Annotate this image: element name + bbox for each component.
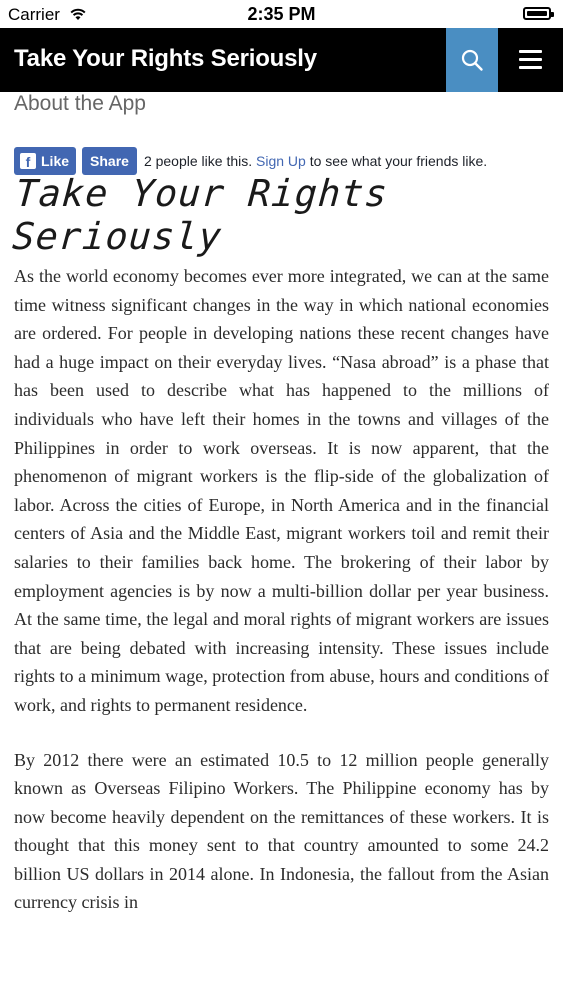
search-button[interactable]	[446, 28, 498, 92]
facebook-like-button[interactable]	[14, 147, 76, 175]
menu-button[interactable]	[498, 28, 563, 92]
like-count: 2 people like this.	[143, 153, 253, 169]
status-bar	[0, 0, 563, 28]
facebook-icon: f	[20, 153, 36, 169]
app-title: Take Your Rights Seriously	[14, 45, 317, 72]
app-header	[0, 28, 563, 92]
like-label: Like	[41, 153, 70, 169]
sign-up-link[interactable]: Sign Up	[256, 153, 306, 169]
facebook-like-bar	[14, 147, 487, 175]
carrier-label: Carrier	[8, 5, 60, 24]
article-paragraph: By 2012 there were an estimated 10.5 to 12 million people generally known as Overseas Filipino Workers. The Philippine economy has by now become heavily dependent on the remittances of these workers. It is thought that this money sent to that country amounted to some 24.2 billion US dollars in 2014 alone. In Indonesia, the fallout from the Asian currency crisis in	[14, 749, 549, 913]
article-paragraph: As the world economy becomes ever more integrated, we can at the same time witness significant changes in the way in which national economies are ordered. For people in developing nations these recent changes have had a huge impact on their everyday lives. “Nasa abroad” is a phase that has been used to describe what has happened to the millions of individuals who have left their homes in the towns and villages of the Philippines in order to work overseas. It is now apparent, that the phenomenon of migrant workers is the flip-side of the globalization of labor. Across the cities of Europe, in North America and in the financial centers of Asia and the Middle East, migrant workers toil and remit their salaries to their families back home. The brokering of their labor by employment agencies is by now a multi-billion dollar per year business. At the same time, the legal and moral rights of migrant workers are issues that are being debated with increasing intensity. These issues include rights to a minimum wage, protection from abuse, hours and conditions of work, and rights to permanent residence.	[14, 266, 549, 715]
clock: 2:35 PM	[247, 4, 316, 24]
sign-up-suffix: to see what your friends like.	[309, 153, 488, 169]
search-icon	[460, 48, 484, 72]
article-body	[14, 262, 549, 943]
breadcrumb: About the App	[14, 92, 146, 115]
share-label: Share	[90, 153, 129, 169]
like-count-text	[144, 153, 487, 169]
facebook-share-button[interactable]	[82, 147, 137, 175]
battery-icon	[523, 7, 551, 20]
page-title: Take Your Rights Seriously	[10, 172, 390, 258]
